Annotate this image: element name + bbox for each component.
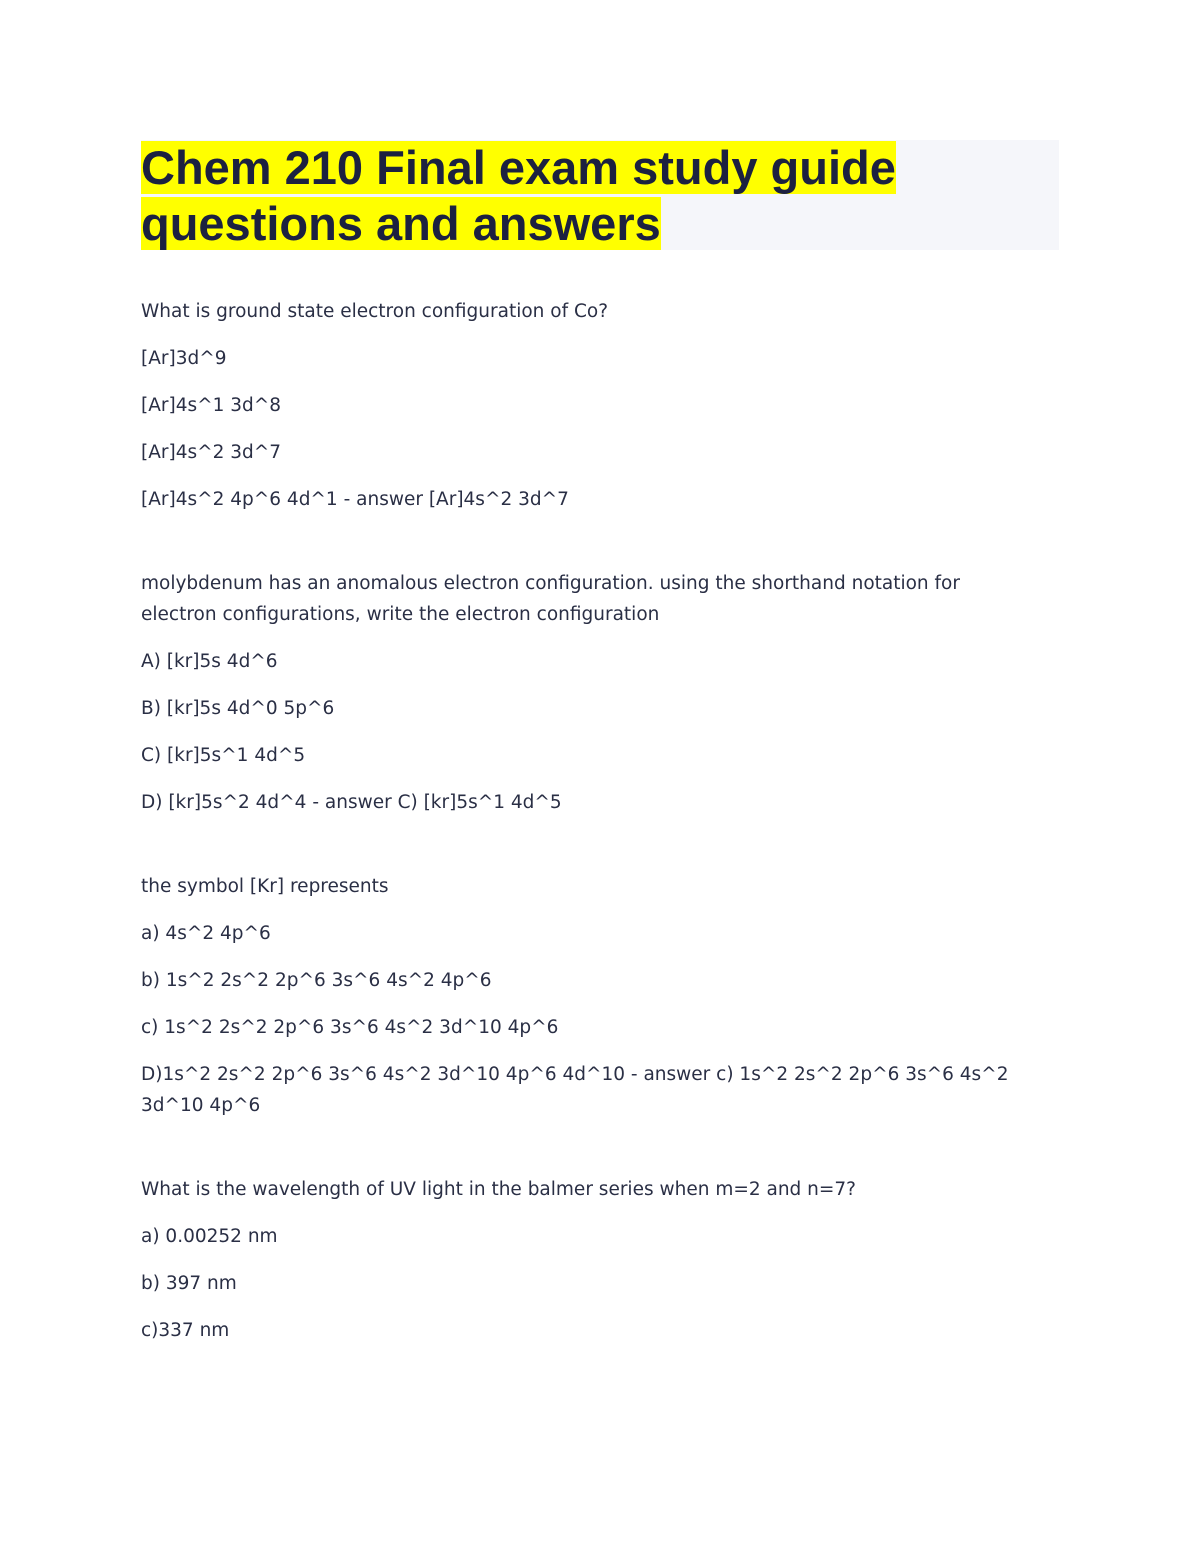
- answer-option: b) 397 nm: [141, 1273, 237, 1294]
- title-highlight: Chem 210 Final exam study guide questions and answers: [141, 141, 896, 250]
- question-text: What is the wavelength of UV light in the balmer series when m=2 and n=7?: [141, 1179, 856, 1200]
- question-list: [141, 296, 1041, 1399]
- answer-option: a) 4s^2 4p^6: [141, 923, 271, 944]
- question-text: What is ground state electron configuration of Co?: [141, 301, 609, 322]
- answer-option: D) [kr]5s^2 4d^4 - answer C) [kr]5s^1 4d^5: [141, 792, 562, 813]
- question-4: [141, 1174, 1041, 1346]
- answer-option: B) [kr]5s 4d^0 5p^6: [141, 698, 335, 719]
- answer-option: c) 1s^2 2s^2 2p^6 3s^6 4s^2 3d^10 4p^6: [141, 1017, 559, 1038]
- question-2: [141, 568, 1041, 818]
- answer-option: [Ar]4s^1 3d^8: [141, 395, 282, 416]
- answer-option: b) 1s^2 2s^2 2p^6 3s^6 4s^2 4p^6: [141, 970, 492, 991]
- question-3: [141, 871, 1041, 1121]
- document-title: [141, 140, 1059, 252]
- title-band: [141, 140, 1059, 250]
- answer-option: c)337 nm: [141, 1320, 230, 1341]
- answer-option: A) [kr]5s 4d^6: [141, 651, 278, 672]
- question-1: [141, 296, 1041, 515]
- question-text: the symbol [Kr] represents: [141, 876, 389, 897]
- answer-option: [Ar]4s^2 3d^7: [141, 442, 282, 463]
- answer-option: [Ar]3d^9: [141, 348, 227, 369]
- question-text: molybdenum has an anomalous electron configuration. using the shorthand notation for electron configurations, write the electron configuration: [141, 573, 960, 625]
- answer-option: [Ar]4s^2 4p^6 4d^1 - answer [Ar]4s^2 3d^7: [141, 489, 569, 510]
- answer-option: D)1s^2 2s^2 2p^6 3s^6 4s^2 3d^10 4p^6 4d^10 - answer c) 1s^2 2s^2 2p^6 3s^6 4s^2 3d^10 4p^6: [141, 1064, 1009, 1116]
- answer-option: a) 0.00252 nm: [141, 1226, 278, 1247]
- answer-option: C) [kr]5s^1 4d^5: [141, 745, 306, 766]
